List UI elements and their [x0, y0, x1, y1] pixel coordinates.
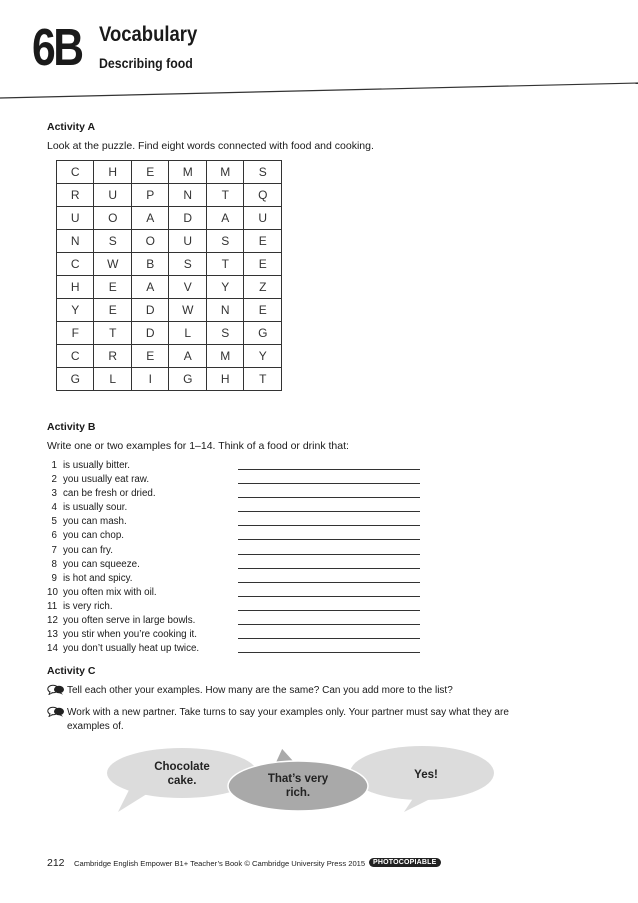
question-text: you don’t usually heat up twice.	[63, 643, 200, 655]
grid-cell: Q	[244, 184, 282, 207]
question-number: 7	[51, 544, 57, 556]
answer-line[interactable]	[238, 610, 420, 611]
grid-cell: Z	[244, 276, 282, 299]
question-number: 10	[47, 586, 58, 598]
grid-cell: T	[207, 253, 244, 276]
question-list	[47, 459, 427, 656]
question-item	[47, 614, 427, 628]
question-item	[47, 586, 427, 600]
grid-row	[57, 345, 282, 368]
grid-row	[57, 368, 282, 391]
answer-line[interactable]	[238, 568, 420, 569]
grid-cell: Y	[244, 345, 282, 368]
grid-cell: D	[132, 299, 169, 322]
question-item	[47, 529, 427, 543]
question-number: 4	[51, 502, 57, 514]
grid-cell: T	[244, 368, 282, 391]
question-text: you can fry.	[63, 544, 113, 556]
answer-line[interactable]	[238, 652, 420, 653]
question-text: is usually sour.	[63, 502, 128, 514]
grid-cell: L	[169, 322, 207, 345]
grid-cell: M	[169, 161, 207, 184]
grid-cell: U	[57, 207, 94, 230]
answer-line[interactable]	[238, 582, 420, 583]
grid-row	[57, 253, 282, 276]
grid-cell: Y	[57, 299, 94, 322]
grid-cell: N	[169, 184, 207, 207]
activity-c-text-2a: Work with a new partner. Take turns to say your examples only. Your partner must say what they are	[67, 707, 509, 718]
answer-line[interactable]	[238, 638, 420, 639]
grid-cell: W	[169, 299, 207, 322]
answer-line[interactable]	[238, 554, 420, 555]
grid-cell: O	[132, 230, 169, 253]
grid-cell: E	[132, 345, 169, 368]
grid-cell: C	[57, 161, 94, 184]
activity-c-line-2	[47, 706, 567, 734]
grid-row	[57, 299, 282, 322]
grid-cell: U	[244, 207, 282, 230]
grid-cell: E	[94, 299, 132, 322]
grid-cell: T	[94, 322, 132, 345]
grid-cell: A	[132, 276, 169, 299]
answer-line[interactable]	[238, 539, 420, 540]
grid-cell: R	[94, 345, 132, 368]
grid-cell: A	[207, 207, 244, 230]
question-item	[47, 515, 427, 529]
question-text: you can chop.	[63, 530, 125, 542]
question-number: 8	[51, 558, 57, 570]
unit-title: Vocabulary	[99, 23, 198, 46]
grid-cell: A	[169, 345, 207, 368]
grid-cell: D	[132, 322, 169, 345]
grid-cell: B	[132, 253, 169, 276]
question-item	[47, 628, 427, 642]
question-number: 11	[47, 600, 58, 612]
activity-c-label: Activity C	[47, 665, 96, 677]
question-item	[47, 459, 427, 473]
grid-cell: N	[207, 299, 244, 322]
bubble-left-line-1: Chocolate	[154, 761, 210, 773]
question-text: you can mash.	[63, 516, 127, 528]
bubble-left-line-2: cake.	[167, 775, 197, 787]
answer-line[interactable]	[238, 497, 420, 498]
question-number: 6	[51, 530, 57, 542]
grid-cell: A	[132, 207, 169, 230]
question-text: is usually bitter.	[63, 460, 130, 471]
grid-cell: S	[169, 253, 207, 276]
grid-cell: E	[244, 253, 282, 276]
grid-cell: E	[244, 230, 282, 253]
activity-c-line-1	[47, 684, 567, 698]
grid-row	[57, 230, 282, 253]
grid-cell: G	[244, 322, 282, 345]
grid-cell: E	[132, 161, 169, 184]
answer-line[interactable]	[238, 624, 420, 625]
grid-cell: T	[207, 184, 244, 207]
answer-line[interactable]	[238, 469, 420, 470]
question-number: 3	[51, 488, 57, 500]
question-text: is hot and spicy.	[63, 572, 133, 584]
grid-cell: C	[57, 253, 94, 276]
question-number: 12	[47, 615, 58, 627]
speech-bubbles-icon	[47, 706, 65, 717]
grid-cell: W	[94, 253, 132, 276]
grid-cell: M	[207, 345, 244, 368]
grid-cell: I	[132, 368, 169, 391]
bubble-right-text: Yes!	[414, 769, 438, 781]
question-number: 9	[51, 572, 57, 584]
question-number: 5	[51, 516, 57, 528]
activity-a-label: Activity A	[47, 121, 96, 133]
grid-cell: N	[57, 230, 94, 253]
grid-cell: M	[207, 161, 244, 184]
grid-row	[57, 184, 282, 207]
grid-cell: V	[169, 276, 207, 299]
header-rule	[0, 0, 638, 110]
grid-cell: U	[169, 230, 207, 253]
grid-cell: S	[207, 322, 244, 345]
bubble-middle-line-2: rich.	[285, 787, 311, 799]
unit-code: 6B	[32, 19, 82, 77]
grid-cell: C	[57, 345, 94, 368]
question-number: 2	[51, 474, 57, 486]
question-text: is very rich.	[63, 600, 113, 612]
photocopiable-badge: PHOTOCOPIABLE	[369, 858, 441, 867]
grid-cell: O	[94, 207, 132, 230]
grid-cell: E	[94, 276, 132, 299]
grid-cell: S	[94, 230, 132, 253]
grid-cell: D	[169, 207, 207, 230]
word-search-grid	[56, 160, 282, 391]
unit-subtitle: Describing food	[99, 55, 193, 71]
question-text: you usually eat raw.	[63, 474, 150, 486]
grid-row	[57, 276, 282, 299]
question-item	[47, 642, 427, 656]
question-item	[47, 487, 427, 501]
grid-cell: S	[207, 230, 244, 253]
grid-row	[57, 207, 282, 230]
grid-cell: H	[94, 161, 132, 184]
question-text: can be fresh or dried.	[63, 488, 156, 500]
bubble-middle-line-1: That’s very	[267, 773, 329, 785]
question-item	[47, 558, 427, 572]
speech-bubbles-icon	[47, 684, 65, 695]
question-text: you stir when you’re cooking it.	[63, 629, 197, 641]
answer-line[interactable]	[238, 596, 420, 597]
grid-cell: G	[169, 368, 207, 391]
question-item	[47, 501, 427, 515]
grid-row	[57, 322, 282, 345]
grid-row	[57, 161, 282, 184]
activity-c-text-1: Tell each other your examples. How many are the same? Can you add more to the list?	[67, 685, 453, 696]
question-number: 1	[51, 460, 57, 471]
grid-cell: H	[57, 276, 94, 299]
page-number: 212	[47, 857, 65, 869]
question-item	[47, 600, 427, 614]
question-text: you often mix with oil.	[63, 586, 157, 598]
grid-cell: G	[57, 368, 94, 391]
answer-line[interactable]	[238, 525, 420, 526]
question-text: you can squeeze.	[63, 558, 140, 570]
answer-line[interactable]	[238, 511, 420, 512]
question-text: you often serve in large bowls.	[63, 615, 196, 627]
activity-c-text-2b: examples of.	[67, 721, 124, 732]
question-item	[47, 473, 427, 487]
grid-cell: L	[94, 368, 132, 391]
grid-cell: E	[244, 299, 282, 322]
grid-cell: H	[207, 368, 244, 391]
question-item	[47, 572, 427, 586]
bubble-left-text	[140, 760, 224, 788]
grid-cell: Y	[207, 276, 244, 299]
grid-cell: R	[57, 184, 94, 207]
activity-b-instruction: Write one or two examples for 1–14. Think of a food or drink that:	[47, 440, 349, 452]
bubble-middle-text	[256, 772, 340, 800]
copyright-line: Cambridge English Empower B1+ Teacher’s Book © Cambridge University Press 2015	[74, 859, 366, 868]
grid-cell: P	[132, 184, 169, 207]
question-number: 13	[47, 629, 58, 641]
activity-a-instruction: Look at the puzzle. Find eight words connected with food and cooking.	[47, 140, 374, 152]
question-item	[47, 544, 427, 558]
answer-line[interactable]	[238, 483, 420, 484]
grid-cell: F	[57, 322, 94, 345]
grid-cell: U	[94, 184, 132, 207]
activity-b-label: Activity B	[47, 421, 96, 433]
grid-cell: S	[244, 161, 282, 184]
question-number: 14	[47, 643, 58, 655]
